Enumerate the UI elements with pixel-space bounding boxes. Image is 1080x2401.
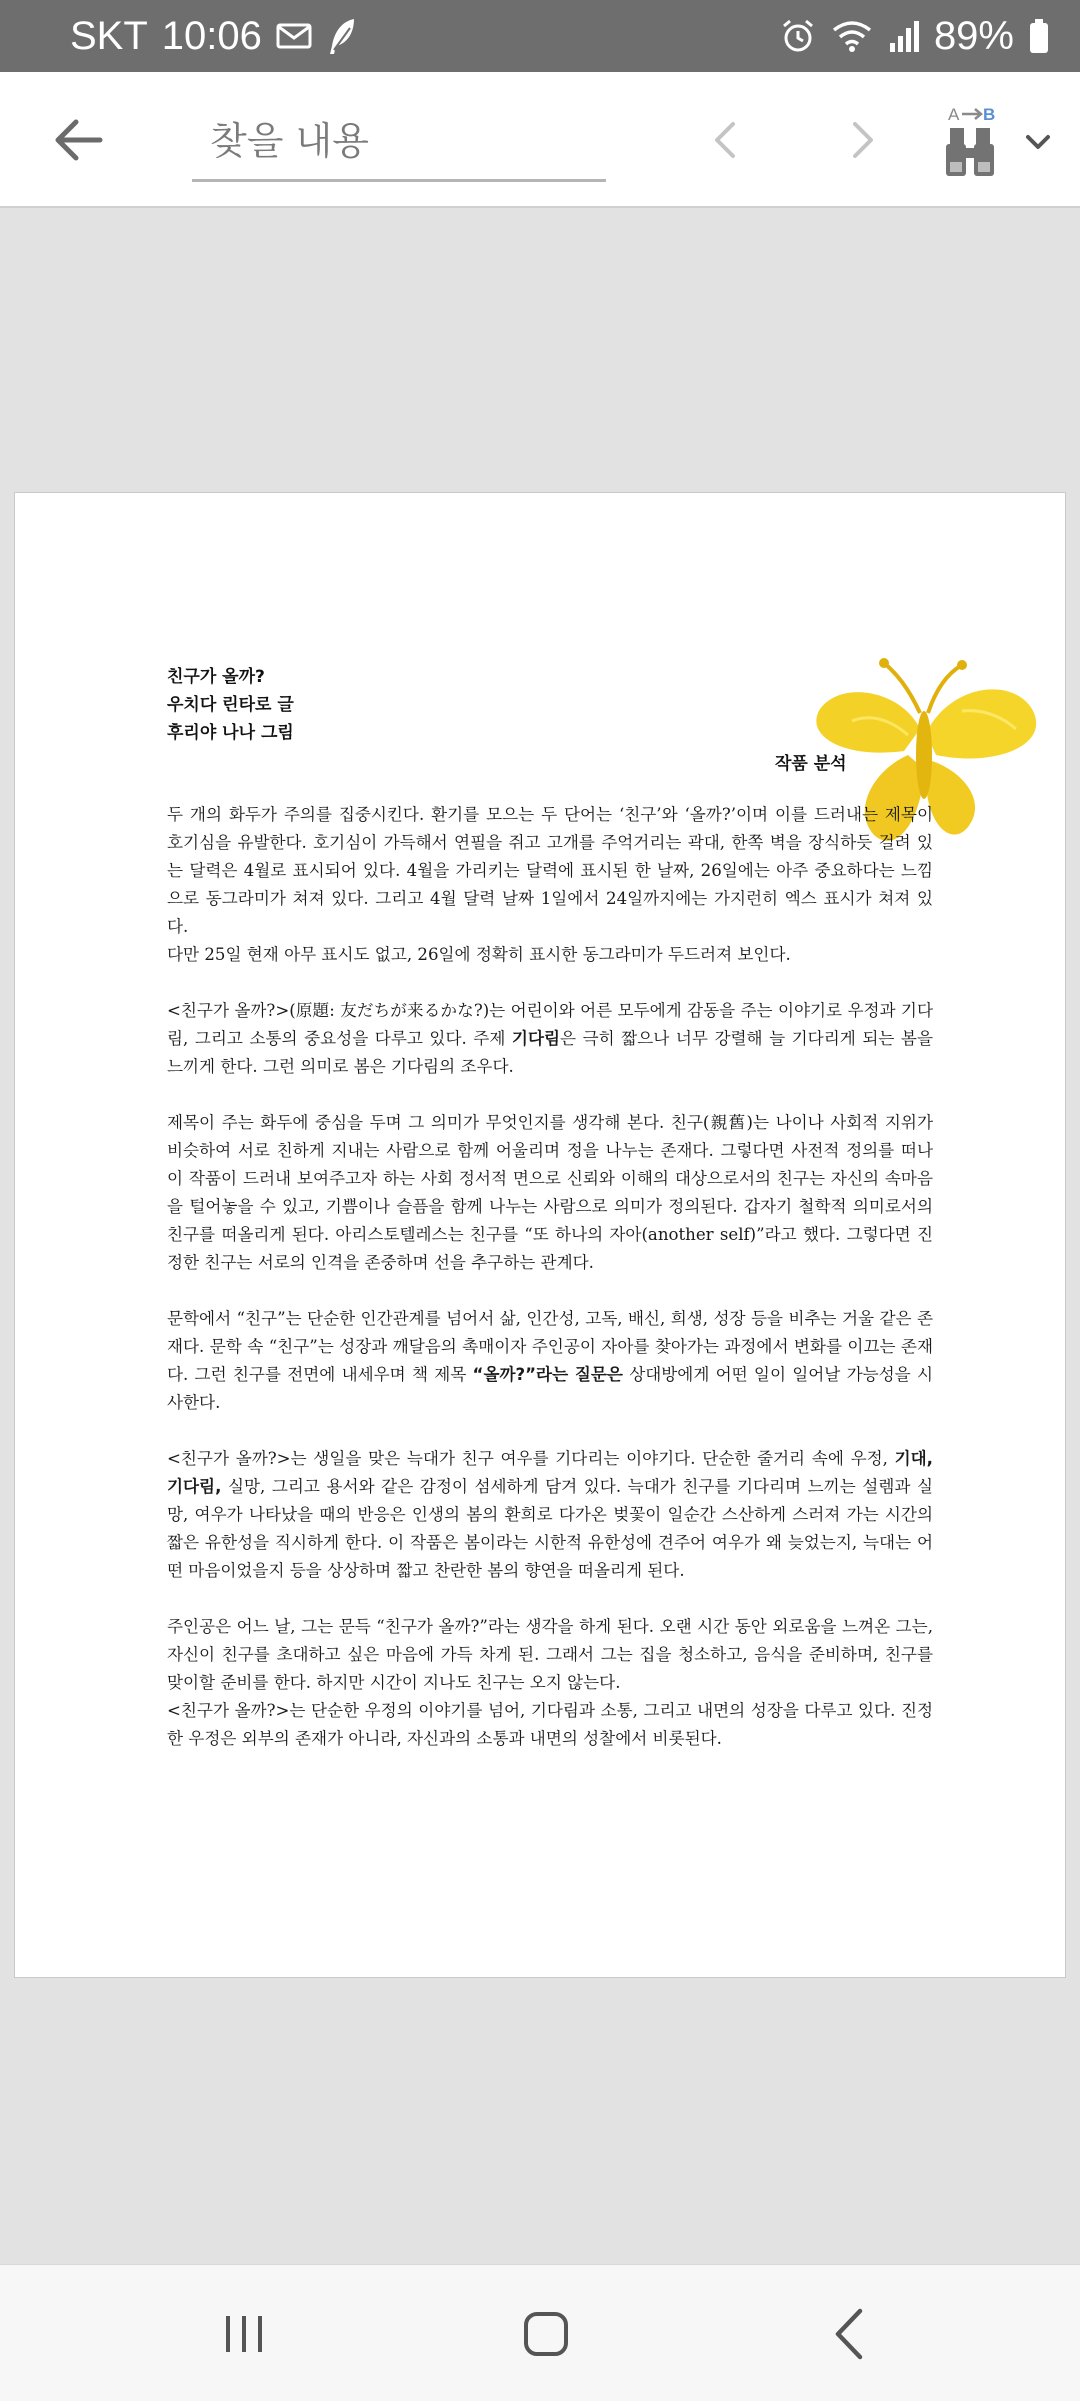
battery-percent: 89% bbox=[933, 13, 1014, 58]
paragraph: 주인공은 어느 날, 그는 문득 “친구가 올까?”라는 생각을 하게 된다. 오랜 시간 동안 외로움을 느껴온 그는, 자신이 친구를 초대하고 싶은 마음에 가득 차게 된. 그래서 그는 집을 청소하고, 음식을 준비하며, 친구를 맞이할 준비를 한다. 하지만 시간이 지나도 친구는 오지 않는다. bbox=[167, 1617, 933, 1692]
find-previous-button[interactable] bbox=[700, 110, 750, 170]
analysis-heading: 작품 분석 bbox=[775, 754, 847, 774]
status-bar bbox=[0, 0, 1080, 72]
recent-apps-button[interactable] bbox=[204, 2299, 284, 2369]
document-page[interactable] bbox=[14, 492, 1066, 1978]
alarm-icon bbox=[780, 18, 816, 54]
nav-back-button[interactable] bbox=[810, 2299, 890, 2369]
mail-icon bbox=[276, 22, 312, 50]
back-icon bbox=[832, 2307, 868, 2361]
paragraph: 제목이 주는 화두에 중심을 두며 그 의미가 무엇인지를 생각해 본다. 친구(親舊)는 나이나 사회적 지위가 비슷하여 서로 친하게 지내는 사람으로 함께 어울리며 정을 나누는 존재다. 그렇다면 사전적 정의를 떠나 이 작품이 드러내 보여주고자 하는 사회 정서적 면으로 신뢰와 이해의 대상으로서의 친구는 자신의 속마음을 털어놓을 수 있고, 기쁨이나 슬픔을 함께 나누는 사람으로 의미가 정의된다. 갑자기 철학적 의미로서의 친구를 떠올리게 된다. 아리스토텔레스는 친구를 “또 하나의 자아(another self)”라고 했다. 그렇다면 진정한 친구는 서로의 인격을 존중하며 선을 추구하는 관계다. bbox=[167, 1113, 933, 1272]
home-icon bbox=[521, 2309, 571, 2359]
recent-apps-icon bbox=[220, 2312, 268, 2356]
replace-label-a: A bbox=[948, 105, 960, 124]
paragraph: 다만 25일 현재 아무 표시도 없고, 26일에 정확히 표시한 동그라미가 두드러져 보인다. bbox=[167, 945, 791, 964]
paragraph: <친구가 올까?>는 단순한 우정의 이야기를 넘어, 기다림과 소통, 그리고 내면의 성장을 다루고 있다. 진정한 우정은 외부의 존재가 아니라, 자신과의 소통과 내면의 성찰에서 비롯된다. bbox=[167, 1701, 933, 1748]
paragraph-text: 실망, 그리고 용서와 같은 감정이 섬세하게 담겨 있다. 늑대가 친구를 기다리며 느끼는 설렘과 실망, 여우가 나타났을 때의 반응은 인생의 봄의 환희로 다가온 벚꽃이 일순간 스산하게 스러져 가는 시간의 짧은 유한성을 직시하게 한다. 이 작품은 봄이라는 시한적 유한성에 견주어 여우가 왜 늦었는지, 늑대는 어떤 마음이었을지 등을 상상하며 짧고 찬란한 봄의 향연을 떠올리게 된다. bbox=[167, 1477, 933, 1580]
paragraph-bold-text: 기다림 bbox=[511, 1029, 561, 1048]
binoculars-replace-icon bbox=[934, 102, 1010, 182]
paragraph-text: 문학에서 “친구”는 단순한 인간관계를 넘어서 삶, 인간성, 고독, 배신, 희생, 성장 등을 비추는 거울 같은 존재다. 문학 속 “친구”는 성장과 깨달음의 촉매이자 주인공이 자아를 찾아가는 과정에서 변화를 이끄는 존재다. 그런 친구를 전면에 내세우며 책 제목 bbox=[167, 1309, 933, 1384]
paragraph bbox=[167, 1445, 933, 1585]
paragraph-text: <친구가 올까?>는 생일을 맞은 늑대가 친구 여우를 기다리는 이야기다. 단순한 줄거리 속에 우정, bbox=[167, 1449, 895, 1468]
find-input[interactable] bbox=[192, 102, 606, 182]
chevron-down-icon bbox=[1024, 132, 1052, 152]
replace-label-b: B bbox=[983, 105, 996, 124]
system-nav-bar bbox=[0, 2264, 1080, 2401]
find-replace-button[interactable] bbox=[934, 102, 1010, 182]
back-button[interactable] bbox=[48, 110, 108, 170]
expand-options-button[interactable] bbox=[1018, 122, 1058, 162]
chevron-right-icon bbox=[849, 120, 877, 160]
paragraph-text: 상대방에게 어떤 일이 일어날 가능성을 시사한다. bbox=[167, 1365, 933, 1412]
back-arrow-icon bbox=[52, 118, 104, 162]
find-toolbar bbox=[0, 72, 1080, 208]
paragraph-bold-text: “올까?”라는 질문은 bbox=[472, 1365, 623, 1384]
find-next-button[interactable] bbox=[838, 110, 888, 170]
book-info bbox=[167, 663, 294, 747]
paragraph-text: <친구가 올까?>(原題: 友だちが来るかな?)는 어린이와 어른 모두에게 감동을 주는 이야기로 우정과 기다림, 그리고 소통의 중요성을 다루고 있다. 주제 bbox=[167, 1001, 933, 1048]
book-title: 친구가 올까? bbox=[167, 667, 265, 687]
document-body bbox=[167, 801, 933, 1753]
paragraph: 두 개의 화두가 주의를 집중시킨다. 환기를 모으는 두 단어는 ‘친구’와 ‘올까?’이며 이를 드러내는 제목이 호기심을 유발한다. 호기심이 가득해서 연필을 쥐고 고개를 주억거리는 곽대, 한쪽 벽을 장식하듯 걸려 있는 달력은 4월로 표시되어 있다. 4월을 가리키는 달력에 표시된 한 날짜, 26일에는 아주 중요하다는 느낌으로 동그라미가 쳐져 있다. 그리고 4월 달력 날짜 1일에서 24일까지에는 가지런히 엑스 표시가 쳐져 있다. bbox=[167, 805, 933, 936]
signal-icon bbox=[888, 19, 920, 53]
wifi-icon bbox=[830, 18, 874, 54]
paragraph bbox=[167, 1305, 933, 1417]
paragraph bbox=[167, 997, 933, 1081]
chevron-left-icon bbox=[711, 120, 739, 160]
paragraph-bold-text: 기대, 기다림, bbox=[167, 1449, 933, 1496]
clock: 10:06 bbox=[161, 13, 262, 58]
battery-icon bbox=[1028, 18, 1050, 54]
carrier-label: SKT bbox=[70, 13, 148, 58]
status-left bbox=[70, 14, 360, 59]
feather-icon bbox=[326, 16, 360, 56]
book-author: 우치다 린타로 글 bbox=[167, 695, 294, 715]
paragraph-text: 은 극히 짧으나 너무 강렬해 늘 기다리게 되는 봄을 느끼게 한다. 그런 의미로 봄은 기다림의 조우다. bbox=[167, 1029, 933, 1076]
book-illustrator: 후리야 나나 그림 bbox=[167, 723, 294, 743]
status-right bbox=[780, 14, 1050, 59]
home-button[interactable] bbox=[506, 2299, 586, 2369]
